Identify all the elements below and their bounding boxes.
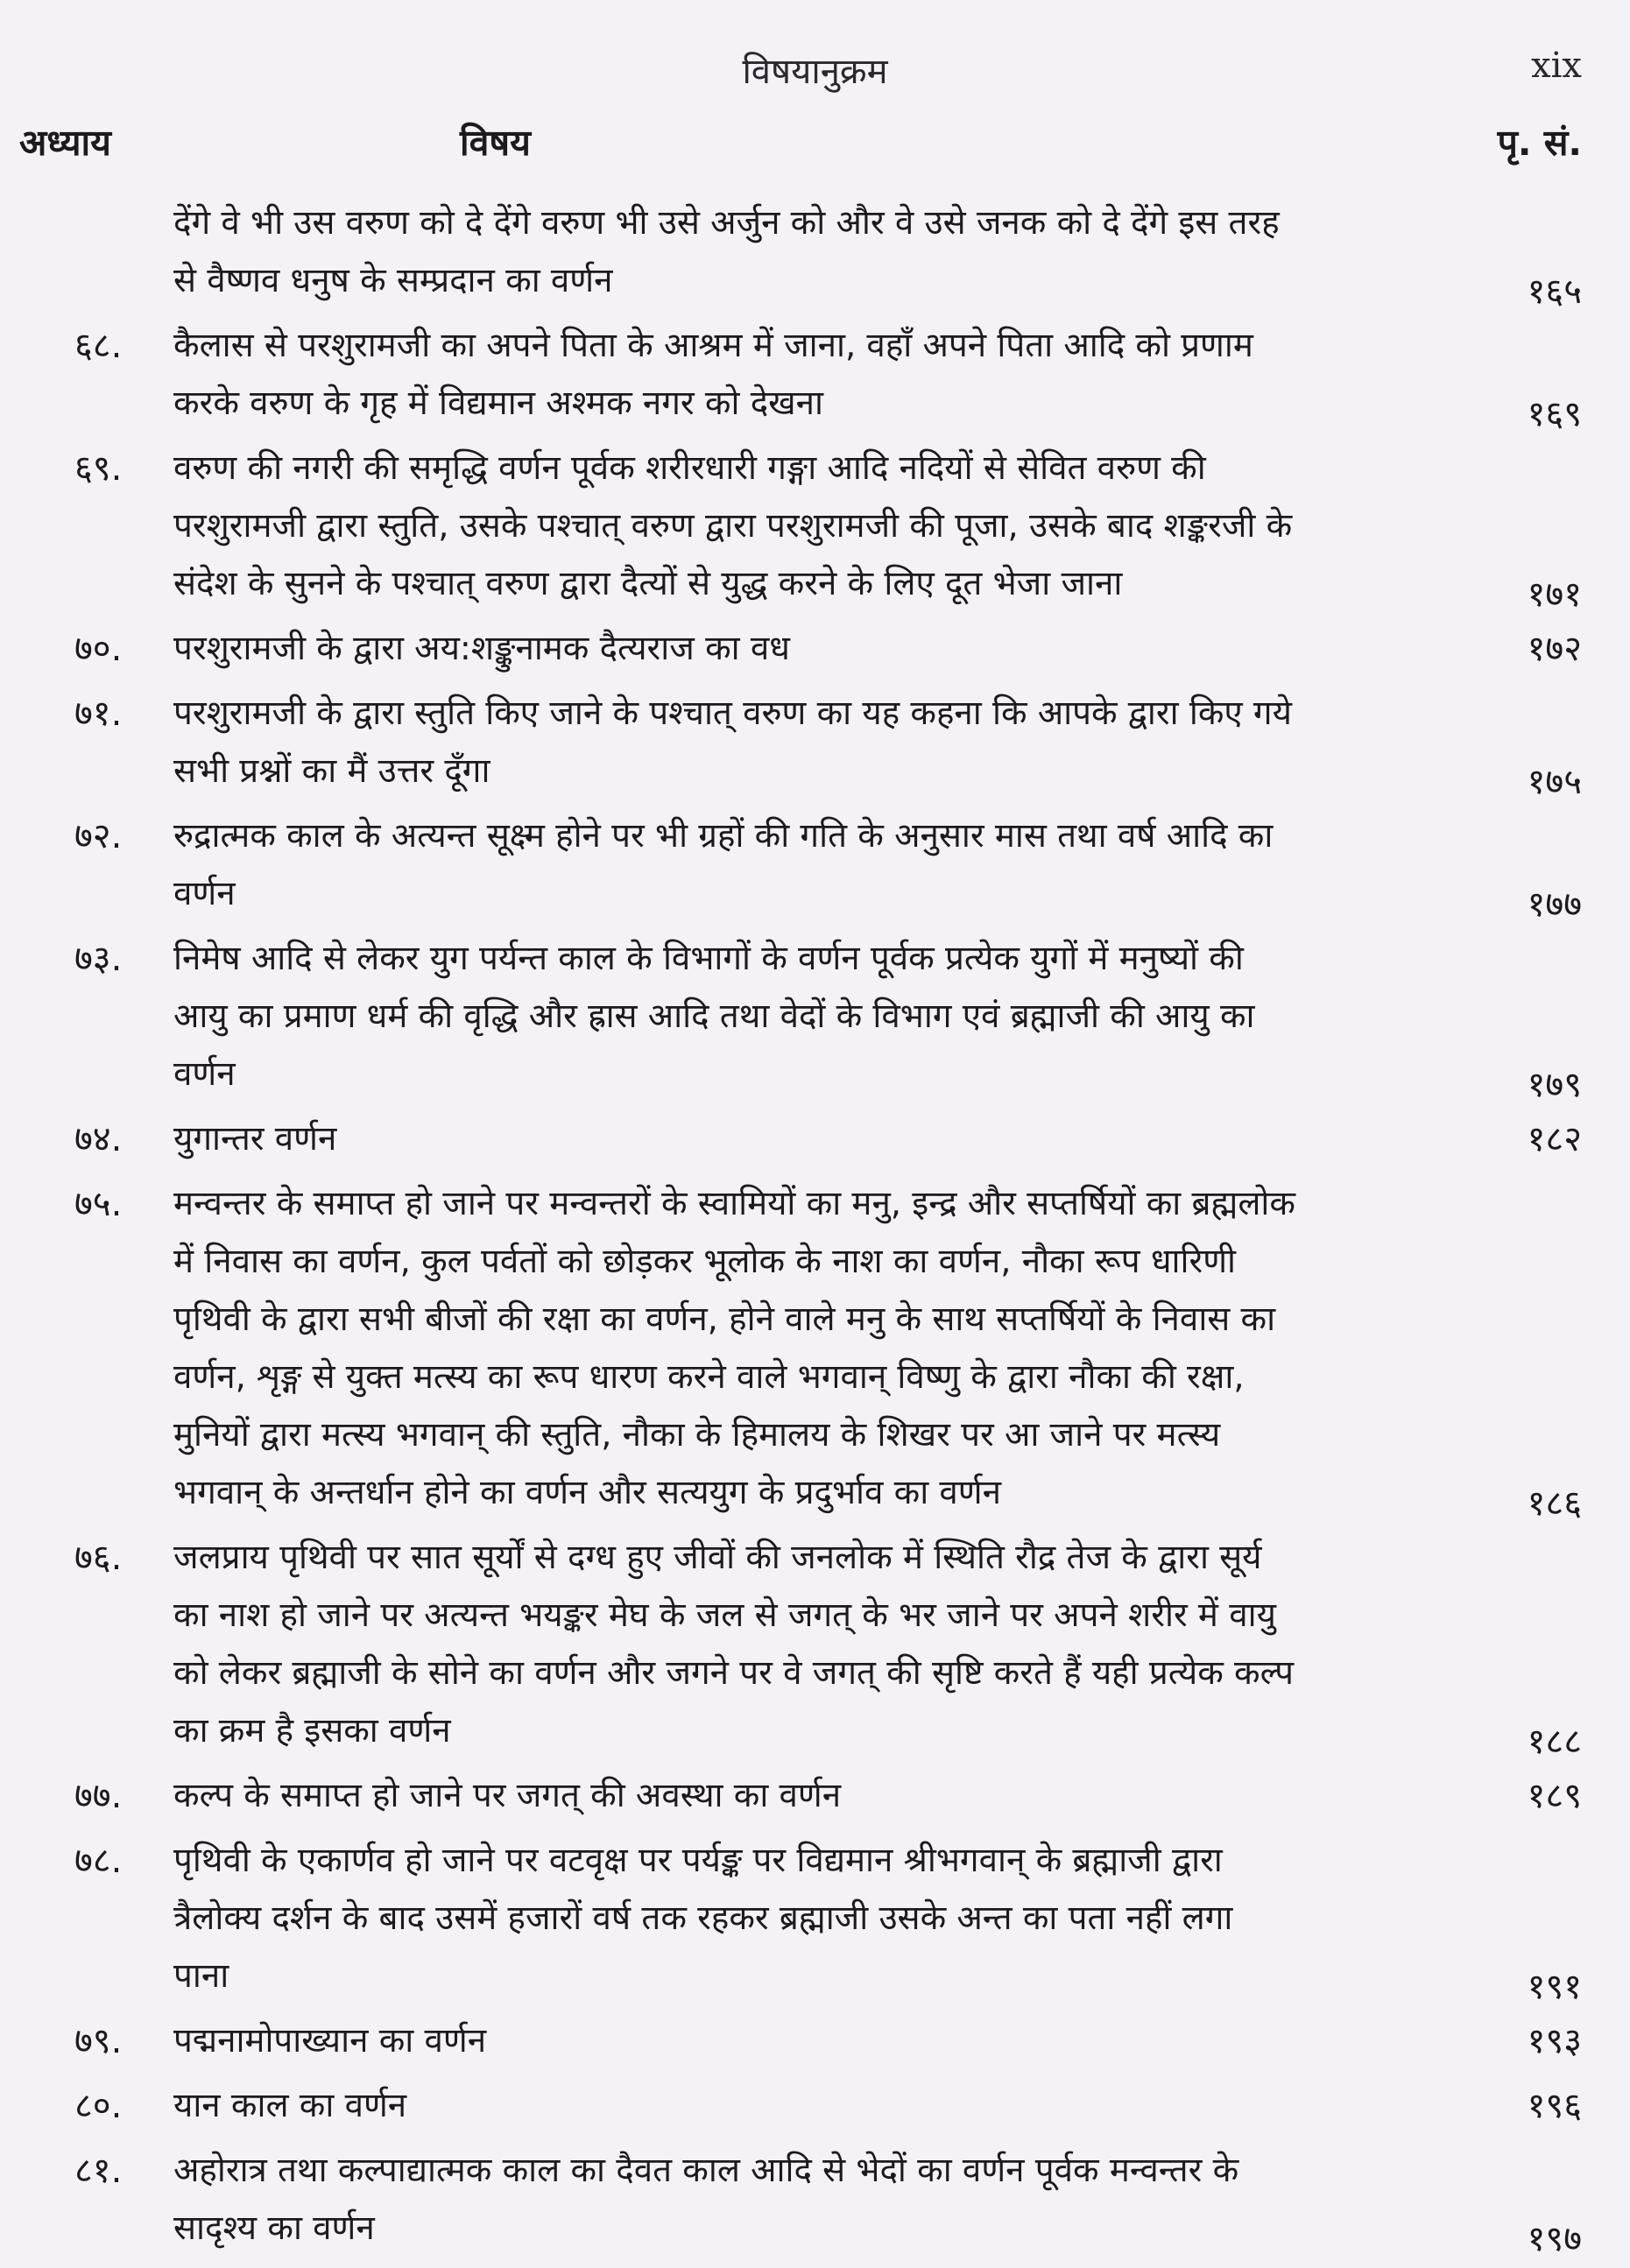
subject-line: निमेष आदि से लेकर युग पर्यन्त काल के विभागों के वर्णन पूर्वक प्रत्येक युगों में मनुष्यों की (173, 939, 1244, 978)
subject-line: कैलास से परशुरामजी का अपने पिता के आश्रम में जाना, वहाँ अपने पिता आदि को प्रणाम (173, 326, 1253, 365)
chapter-subject (173, 685, 1430, 800)
page-number: १९३ (1527, 2021, 1582, 2061)
chapter-subject (173, 194, 1430, 310)
chapter-subject (173, 1529, 1430, 1760)
subject-line: परशुरामजी द्वारा स्तुति, उसके पश्चात् वरुण द्वारा परशुरामजी की पूजा, उसके बाद शङ्करजी के (173, 506, 1293, 546)
chapter-subject (173, 1832, 1430, 2005)
toc-entry (0, 1529, 1630, 1760)
subject-line: रुद्रात्मक काल के अत्यन्त सूक्ष्म होने पर भी ग्रहों की गति के अनुसार मास तथा वर्ष आदि का (173, 816, 1274, 856)
page-number: १७५ (1527, 762, 1582, 802)
subject-line: पृथिवी के एकार्णव हो जाने पर वटवृक्ष पर पर्यङ्क पर विद्यमान श्रीभगवान् के ब्रह्माजी द्वारा (173, 1841, 1223, 1880)
subject-line: युगान्तर वर्णन (173, 1119, 337, 1159)
subject-line: पृथिवी के द्वारा सभी बीजों की रक्षा का वर्णन, होने वाले मनु के साथ सप्तर्षियों के निवास का (173, 1300, 1276, 1339)
subject-line: जलप्राय पृथिवी पर सात सूर्यों से दग्ध हुए जीवों की जनलोक में स्थिति रौद्र तेज के द्वारा सूर्य (173, 1538, 1262, 1577)
subject-line: परशुरामजी के द्वारा स्तुति किए जाने के पश्चात् वरुण का यह कहना कि आपके द्वारा किए गये (173, 694, 1292, 733)
chapter-subject (173, 807, 1430, 923)
page-number: १७१ (1527, 574, 1582, 615)
subject-line: को लेकर ब्रह्माजी के सोने का वर्णन और जगने पर वे जगत् की सृष्टि करते हैं यही प्रत्येक कल्प (173, 1653, 1294, 1693)
chapter-number: ७१. (74, 694, 123, 734)
subject-line: संदेश के सुनने के पश्चात् वरुण द्वारा दैत्यों से युद्ध करने के लिए दूत भेजा जाना (173, 564, 1123, 603)
toc-entry (0, 2012, 1630, 2070)
column-header-subject: विषय (460, 122, 531, 164)
subject-line: का नाश हो जाने पर अत्यन्त भयङ्कर मेघ के जल से जगत् के भर जाने पर अपने शरीर में वायु (173, 1595, 1276, 1635)
chapter-number: ६८. (74, 326, 123, 366)
subject-line: सादृश्य का वर्णन (173, 2208, 375, 2248)
chapter-number: ७५. (74, 1184, 123, 1224)
chapter-subject (173, 930, 1430, 1103)
page-number: १७९ (1527, 1065, 1582, 1105)
chapter-number: ७२. (74, 816, 123, 856)
subject-line: वर्णन (173, 874, 236, 913)
page-number: १८६ (1527, 1483, 1582, 1524)
toc-entry (0, 317, 1630, 433)
chapter-number: ६९. (74, 448, 123, 489)
chapter-subject (173, 1175, 1430, 1522)
toc-entry (0, 1110, 1630, 1168)
subject-line: यान काल का वर्णन (173, 2086, 407, 2125)
chapter-subject (173, 317, 1430, 433)
page-folio: xix (1531, 46, 1582, 86)
page-number: १९७ (1527, 2219, 1582, 2259)
subject-line: वर्णन, शृङ्ग से युक्त मत्स्य का रूप धारण करने वाले भगवान् विष्णु के द्वारा नौका की रक्षा, (173, 1357, 1245, 1397)
chapter-number: ७४. (74, 1119, 123, 1159)
table-of-contents (0, 194, 1630, 2264)
running-title: विषयानुक्रम (742, 52, 888, 92)
chapter-number: ७९. (74, 2021, 123, 2061)
subject-line: आयु का प्रमाण धर्म की वृद्धि और ह्रास आदि तथा वेदों के विभाग एवं ब्रह्माजी की आयु का (173, 997, 1255, 1036)
chapter-subject (173, 2077, 1430, 2135)
chapter-subject (173, 2142, 1430, 2257)
subject-line: वरुण की नगरी की समृद्धि वर्णन पूर्वक शरीरधारी गङ्गा आदि नदियों से सेवित वरुण की (173, 448, 1206, 488)
page-number: १९१ (1527, 1967, 1582, 2007)
chapter-number: ८१. (74, 2151, 123, 2191)
toc-entry (0, 807, 1630, 923)
subject-line: परशुरामजी के द्वारा अय:शङ्कुनामक दैत्यराज का वध (173, 629, 790, 668)
page-number: १८२ (1527, 1119, 1582, 1159)
subject-line: से वैष्णव धनुष के सम्प्रदान का वर्णन (173, 261, 613, 300)
page-number: १९६ (1527, 2086, 1582, 2126)
toc-entry (0, 685, 1630, 800)
chapter-number: ८०. (74, 2086, 123, 2126)
subject-line: अहोरात्र तथा कल्पाद्यात्मक काल का दैवत काल आदि से भेदों का वर्णन पूर्वक मन्वन्तर के (173, 2151, 1239, 2190)
chapter-subject (173, 1110, 1430, 1168)
toc-entry (0, 440, 1630, 613)
subject-line: त्रैलोक्य दर्शन के बाद उसमें हजारों वर्ष तक रहकर ब्रह्माजी उसके अन्त का पता नहीं लगा (173, 1898, 1233, 1938)
page-number: १६५ (1527, 271, 1582, 312)
page-number: १७२ (1527, 629, 1582, 669)
subject-line: में निवास का वर्णन, कुल पर्वतों को छोड़कर भूलोक के नाश का वर्णन, नौका रूप धारिणी (173, 1242, 1237, 1281)
chapter-number: ७६. (74, 1538, 123, 1578)
column-header-page: पृ. सं. (1497, 122, 1582, 164)
chapter-number: ७३. (74, 939, 123, 979)
toc-entry (0, 620, 1630, 678)
page-number: १८९ (1527, 1776, 1582, 1816)
subject-line: पाना (173, 1956, 229, 1996)
subject-line: कल्प के समाप्त हो जाने पर जगत् की अवस्था का वर्णन (173, 1776, 842, 1815)
chapter-subject (173, 440, 1430, 613)
subject-line: का क्रम है इसका वर्णन (173, 1711, 451, 1750)
toc-entry (0, 2142, 1630, 2257)
page-number: १७७ (1527, 884, 1582, 925)
chapter-subject (173, 620, 1430, 678)
chapter-number: ७८. (74, 1841, 123, 1881)
page-number: १६९ (1527, 394, 1582, 434)
chapter-subject (173, 1767, 1430, 1825)
chapter-number: ७०. (74, 629, 123, 669)
toc-entry (0, 2077, 1630, 2135)
subject-line: मन्वन्तर के समाप्त हो जाने पर मन्वन्तरों के स्वामियों का मनु, इन्द्र और सप्तर्षियों का ब्रह्मलोक (173, 1184, 1295, 1223)
column-header-chapter: अध्याय (19, 122, 111, 164)
toc-entry (0, 1175, 1630, 1522)
subject-line: करके वरुण के गृह में विद्यमान अश्मक नगर को देखना (173, 384, 823, 423)
subject-line: देंगे वे भी उस वरुण को दे देंगे वरुण भी उसे अर्जुन को और वे उसे जनक को दे देंगे इस तरह (173, 203, 1280, 243)
subject-line: वर्णन (173, 1054, 236, 1094)
toc-entry (0, 930, 1630, 1103)
toc-entry (0, 1767, 1630, 1825)
toc-entry (0, 194, 1630, 310)
page-number: १८८ (1527, 1722, 1582, 1762)
subject-line: भगवान् के अन्तर्धान होने का वर्णन और सत्ययुग के प्रदुर्भाव का वर्णन (173, 1473, 1002, 1512)
subject-line: सभी प्रश्नों का मैं उत्तर दूँगा (173, 751, 490, 791)
toc-entry (0, 1832, 1630, 2005)
chapter-subject (173, 2012, 1430, 2070)
subject-line: मुनियों द्वारा मत्स्य भगवान् की स्तुति, नौका के हिमालय के शिखर पर आ जाने पर मत्स्य (173, 1415, 1221, 1454)
chapter-number: ७७. (74, 1776, 123, 1816)
subject-line: पद्मनामोपाख्यान का वर्णन (173, 2021, 487, 2060)
